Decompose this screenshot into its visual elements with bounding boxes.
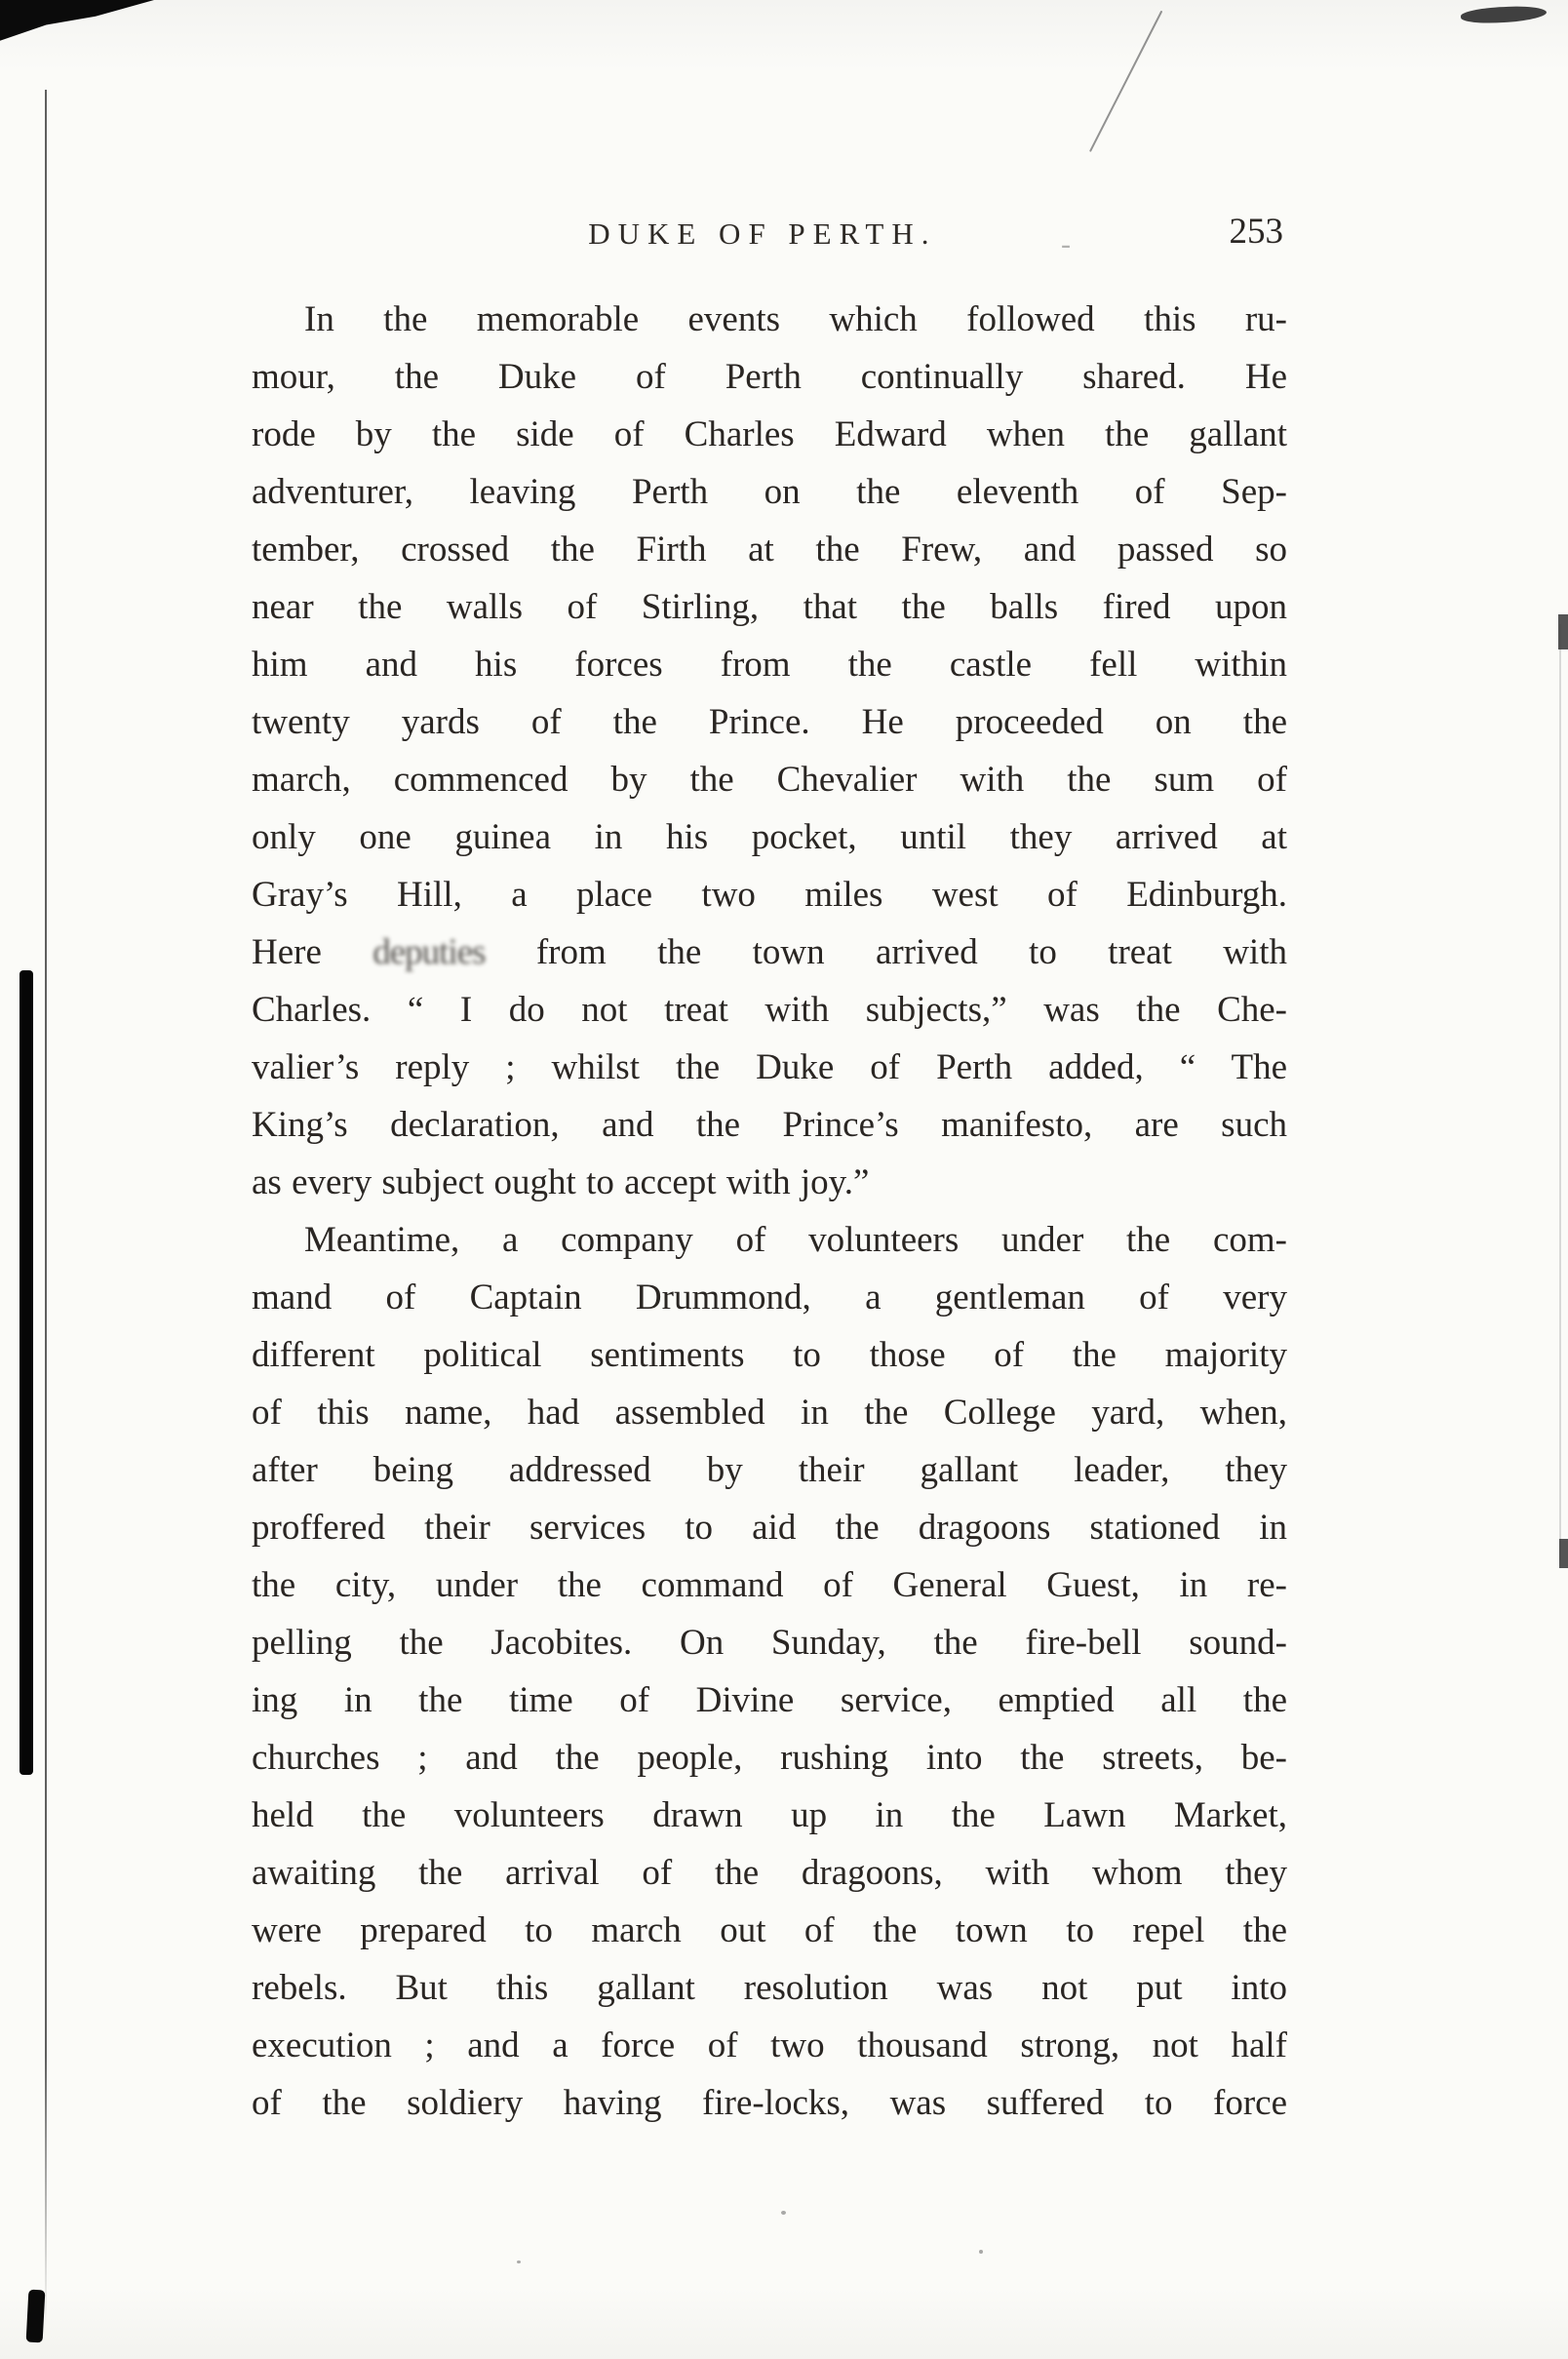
paragraph	[252, 1211, 1287, 2132]
scan-artifact-top-right-scribble	[1461, 4, 1548, 25]
scan-artifact-left-bottom-blob	[26, 2290, 46, 2343]
text-line: ing in the time of Divine service, emptied all the	[252, 1680, 1287, 1720]
text-line: rode by the side of Charles Edward when the gallant	[252, 414, 1287, 454]
text-line	[252, 924, 1287, 981]
scan-artifact-dot	[517, 2261, 521, 2263]
text-line: only one guinea in his pocket, until they arrived at	[252, 817, 1287, 857]
text-fragment: from the town arrived to treat with	[485, 932, 1287, 972]
text-line: him and his forces from the castle fell within	[252, 645, 1287, 685]
paragraph	[252, 291, 1287, 1211]
text-line: tember, crossed the Firth at the Frew, and passed so	[252, 530, 1287, 570]
text-line: rebels. But this gallant resolution was not put into	[252, 1968, 1287, 2008]
text-line: proffered their services to aid the dragoons stationed in	[252, 1508, 1287, 1548]
text-line: the city, under the command of General Guest, in re-	[252, 1565, 1287, 1605]
text-line: King’s declaration, and the Prince’s manifesto, are such	[252, 1105, 1287, 1145]
text-line: after being addressed by their gallant leader, they	[252, 1450, 1287, 1490]
text-line: held the volunteers drawn up in the Lawn Market,	[252, 1795, 1287, 1835]
scan-artifact-dot	[979, 2250, 983, 2254]
text-line: mand of Captain Drummond, a gentleman of very	[252, 1278, 1287, 1317]
scan-artifact-dot	[781, 2211, 786, 2215]
running-title: DUKE OF PERTH.	[588, 216, 937, 251]
text-line: of this name, had assembled in the College yard, when,	[252, 1393, 1287, 1433]
text-line: Charles. “ I do not treat with subjects,” was the Che-	[252, 990, 1287, 1030]
scan-artifact-left-edge-line	[45, 90, 47, 2323]
text-line: as every subject ought to accept with joy.”	[252, 1162, 870, 1202]
text-line: awaiting the arrival of the dragoons, with whom they	[252, 1853, 1287, 1893]
scan-artifact-right-hairline	[1559, 624, 1561, 1560]
text-line: Meantime, a company of volunteers under the com-	[304, 1220, 1287, 1260]
scan-artifact-corner-wedge	[0, 0, 154, 43]
scan-artifact-left-edge-bar	[20, 970, 33, 1775]
text-line: churches ; and the people, rushing into the streets, be-	[252, 1738, 1287, 1778]
text-line: valier’s reply ; whilst the Duke of Perth added, “ The	[252, 1047, 1287, 1087]
text-line: pelling the Jacobites. On Sunday, the fire-bell sound-	[252, 1623, 1287, 1663]
text-line: near the walls of Stirling, that the balls fired upon	[252, 587, 1287, 627]
page-header	[252, 211, 1287, 265]
text-line: march, commenced by the Chevalier with the sum of	[252, 760, 1287, 800]
header-separator-mark: -	[1061, 228, 1071, 260]
text-block	[252, 291, 1287, 2132]
text-line: were prepared to march out of the town to repel the	[252, 1910, 1287, 1950]
text-line: adventurer, leaving Perth on the eleventh of Sep-	[252, 472, 1287, 512]
scan-artifact-right-tick-1	[1558, 614, 1568, 649]
text-fragment: Here	[252, 932, 373, 972]
text-line: Gray’s Hill, a place two miles west of Edinburgh.	[252, 875, 1287, 915]
text-line: execution ; and a force of two thousand strong, not half	[252, 2025, 1287, 2065]
scan-artifact-pencil-line	[1089, 11, 1162, 152]
scan-artifact-right-tick-2	[1559, 1539, 1568, 1568]
smudged-word: deputies	[372, 932, 486, 972]
text-line: In the memorable events which followed this ru-	[304, 299, 1287, 339]
page-number: 253	[1229, 212, 1283, 252]
text-line: of the soldiery having fire-locks, was suffered to force	[252, 2083, 1287, 2123]
text-line: mour, the Duke of Perth continually shared. He	[252, 357, 1287, 397]
text-line: twenty yards of the Prince. He proceeded on the	[252, 702, 1287, 742]
text-line: different political sentiments to those of the majority	[252, 1335, 1287, 1375]
